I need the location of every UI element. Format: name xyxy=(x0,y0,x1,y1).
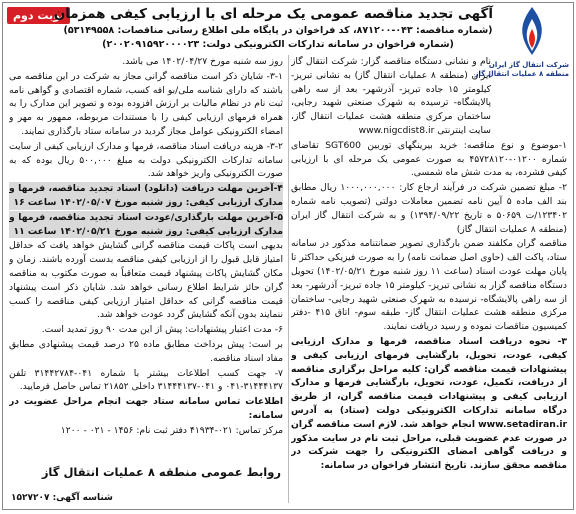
guarantee-amount: ۲- مبلغ تضمین شرکت در فرآیند ارجاع کار: ۱۰۰۰,۰۰۰,۰۰۰ ریال مطابق بند الف ماده ۵ آیین نامه تضمین معاملات دولتی (تصویب نامه شماره ۱۲۳۴۰۲/ت ۵۰۶۵۹ ه تاریخ ۱۳۹۴/۰۹/۲۲) و به شرکت انتقال گاز ایران (منطقه ۸ عملیات انتقال گاز) xyxy=(291,182,567,235)
document-procedure: ۳- نحوه دریافت اسناد مناقصه، فرمها و مدارک ارزیابی کیفی، عودت، تحویل، بارگشایی فرمهای ارزیابی کیفی و پیشنهادات قیمت مناقصه گران: کلیه مراحل برگزاری مناقصه از دریافت، تکمیل، عودت، تحویل، بارگشایی فرمها و مدارک ارزیابی کیفی و پیشنهادات قیمت مناقصه گران، از طریق درگاه سامانه تدارکات الکترونیکی دولت (ستاد) به آدرس www.setadiran.ir انجام خواهد شد. لازم است مناقصه گران در صورت عدم عضویت قبلی، مراحل ثبت نام در سایت مذکور و دریافت گواهی امضای الکترونیکی را جهت شرکت در مناقصه محقق سازند. تاریخ انتشار فراخوان در سامانه: xyxy=(291,335,567,472)
gas-flame-logo-icon xyxy=(510,5,554,57)
eligibility-clause: ۳-۱- شایان ذکر است مناقصه گرانی مجاز به شرکت در این مناقصه می باشند که دارای شناسه ملی/بو افه کسب، شماره اقتصادی و گواهی نامه ثبت نام در نظام مالیات بر ارزش افزوده بوده و تصویر این مدارک را به همراه فرمهای ارزیابی کیفی را با مستندات مربوطه، ممهور به مهر و امضاء الکترونیکی عوامل مجاز گردید در سامانه ستاد بارگذاری نمایند. xyxy=(9,70,283,137)
column-divider xyxy=(288,55,289,503)
setad-contact-numbers: مرکز تماس: ۰۲۱-۴۱۹۳۴ دفتر ثبت نام: ۱۴۵۶ - ۰۲۱ - ۱۲۰۰ xyxy=(60,424,283,436)
right-column xyxy=(291,55,567,505)
tender-number-line: (شماره مناقصه: ۰۴۳-۸۷۱۲۰۰، کد فراخوان در پایگاه ملی اطلاع رسانی مناقصات: ۵۳۱۴۹۵۵۸) xyxy=(63,25,493,36)
round-badge: نوبت دوم xyxy=(7,7,70,24)
tender-subject: ۱-موضوع و نوع مناقصه: خرید بیرینگهای توربین SGT600 تقاضای شماره ۰۱۲۰۰-۴۵۷۲۸۱۲۰ به صورت عمومی یک مرحله ای با ارزیابی کیفی فشرده، به مدت شش ماه شمسی. xyxy=(291,139,567,179)
notice-id: شناسه آگهی: ۱۵۲۷۲۰۷ xyxy=(11,493,113,503)
setad-contact-title: اطلاعات تماس سامانه ستاد جهت انجام مراحل عضویت در سامانه: xyxy=(9,396,283,421)
public-relations-signature: روابط عمومی منطقه ۸ عملیات انتقال گاز xyxy=(41,465,281,479)
logo-caption-1: شرکت انتقال گاز ایران xyxy=(488,61,569,69)
document-fee: ۳-۲- هزینه دریافت اسناد مناقصه، فرمها و مدارک ارزیابی کیفی از سایت سامانه تدارکات الکترونیکی دولت به مبلغ ۵۰۰,۰۰۰ ریال بوده که به صورت الکترونیکی واریز خواهد شد. xyxy=(9,140,283,180)
contact-phones: ۷- جهت کسب اطلاعات بیشتر با شماره ۰۴۱-۳۱۴۴۲۷۸۴ تلفن ۳۱۴۴۴۱۳۷-۰۴۱ و ۰۴۱-۳۱۴۴۴۱۳۷ داخلی ۲۱۸۵۲ تماس حاصل فرمایید. xyxy=(9,367,283,393)
tender-notice xyxy=(2,2,574,510)
download-deadline: ۴-آخرین مهلت دریافت (دانلود) اسناد تجدید مناقصه، فرمها و مدارک ارزیابی کیفی: روز شنبه مورخ ۱۴۰۲/۰۵/۰۷ ساعت ۱۶ xyxy=(9,183,283,208)
guarantee-delivery: مناقصه گران مکلفند ضمن بارگذاری تصویر ضمانتنامه مذکور در سامانه ستاد، پاکت الف (حاوی اصل ضمانت نامه) را به صورت فیزیکی حداکثر تا پایان مهلت عودت اسناد (ساعت ۱۱ روز شنبه مورخ ۱۴۰۲/۰۵/۲۱) تحویل دستگاه مناقصه گزار به نشانی تبریز- کیلومتر ۱۵ جاده تبریز- آذرشهر- بعد از سه راهی پالایشگاه- نرسیده به شهرک صنعتی شهید رجایی- ساختمان مرکزی منطقه هشت عملیات انتقال گاز- طبقه سوم- اتاق ۴۱۵ -دفتر کمیسیون مناقصات نموده و رسید دریافت نمایند. xyxy=(291,238,567,333)
publish-date: روز سه شنبه مورخ ۱۴۰۲/۰۴/۲۷ می باشد. xyxy=(122,56,283,67)
prepayment-clause: بر است: پیش برداخت مطابق ماده ۲۵ درصد قیمت پیشنهادی مطابق مفاد اسناد مناقصه. xyxy=(9,338,283,364)
upload-deadline: ۵-آخرین مهلت بارگذاری/عودت اسناد تجدید مناقصه، فرمها و مدارک ارزیابی کیفی: روز شنبه مورخ ۱۴۰۲/۰۵/۲۱ ساعت ۱۱ xyxy=(9,211,283,237)
logo-caption-2: منطقه ۸ عملیات انتقال گاز xyxy=(474,69,569,78)
validity-period: ۶- مدت اعتبار پیشنهادات: پیش از این مدت ۹۰ روز تمدید است. xyxy=(41,324,283,336)
organizer-info: نام و نشانی دستگاه مناقصه گزار: شرکت انتقال گاز ایران (منطقه ۸ عملیات انتقال گاز) به نشانی تبریز- کیلومتر ۱۵ جاده تبریز- آذرشهر- بعد از سه راهی پالایشگاه- ترسیده به شهرک صنعتی شهید رجایی، ساختمان مرکزی منطقه هشت عملیات انتقال گاز، سایت اینترنتی www.nigcdist8.ir xyxy=(291,56,491,136)
opening-clause: بدیهی است پاکات قیمت مناقصه گرانی گشایش خواهد یافت که حداقل امتیاز قابل قبول را از ارزیابی کیفی مناقصه بدست آورده باشند. زمان و مکان گشایش پاکات پیشنهاد قیمت متعاقباً به صورت مکتوب به مناقصه گران حائز شرایط اطلاع رسانی خواهد شد. شایان ذکر است پیشنهاد قیمت مناقصه گرانی که حداقل امتیاز ارزیابی کیفی مناقصه را کسب ننمایند بدون آنکه گشایش گردد عودت خواهد شد. xyxy=(9,240,283,321)
left-column xyxy=(9,55,283,505)
setad-number-line: (شماره فراخوان در سامانه تدارکات الکترونیکی دولت: ۲۰۰۲۰۹۱۵۹۲۰۰۰۰۲۳) xyxy=(102,39,454,50)
notice-title: آگهی تجدید مناقصه عمومی یک مرحله ای با ارزیابی کیفی همزمان xyxy=(53,6,493,22)
